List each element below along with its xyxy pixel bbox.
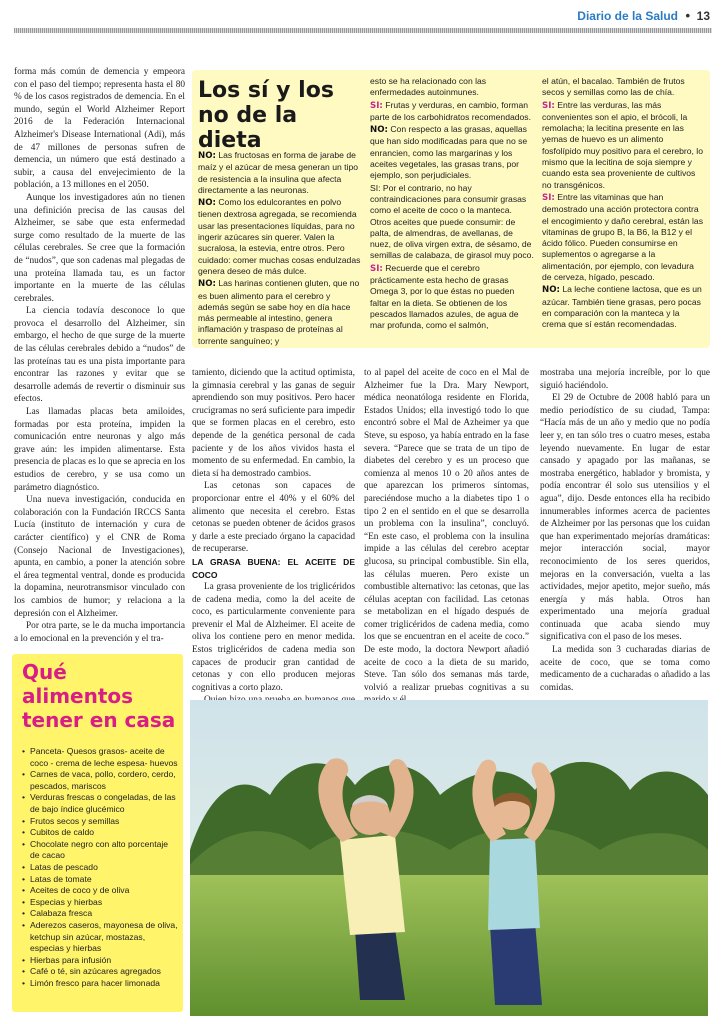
list-item: • Verduras frescas o congeladas, de las de bajo índice glucémico [22,792,180,815]
box-text: Entre las vitaminas que han demostrado una acción protectora contra el encogimiento y daño cerebral, están las vitaminas de grupo B, la B6, la B12 y el ácido fólico. Pueden consumirse en suplementos o agregarse a la alimentación, por ejemplo, con levadura de cerveza, hígado, pescado. [542,191,703,283]
list-item: • Hierbas para infusión [22,955,180,967]
box-text: esto se ha relacionado con las enfermedades autoinmunes. [370,76,487,98]
paragraph: La ciencia todavía desconoce lo que provoca el desarrollo del Alzheimer, sin embargo, el hecho de que surge de la muerte de las células cerebrales debido a “nudos” de las proteínas tau es una pista importante para encontrar las razones y evitar que se desarrolle además de revertir o disminuir sus efectos. [14,306,185,405]
diet-dos-and-donts-box [192,70,710,348]
box-title: Qué alimentos tener en casa [22,660,176,732]
paragraph: Por otra parte, se le da mucha importancia a lo emocional en la prevención y el tra- [14,621,185,644]
couple-stretching-illustration [190,700,708,1016]
si-tag: SI: [370,100,383,111]
box-text: Entre las verduras, las más convenientes son el apio, el brócoli, la remolacha; la lecitina presente en las yemas de huevo es un alimento fosfolípido muy positivo para el cerebro, lo mismo que la lecitina de soja siempre y cuando esta sea proveniente de cultivos no transgénicos. [542,99,703,190]
list-item: • Especias y hierbas [22,897,180,909]
section-subhead: LA GRASA BUENA: EL ACEITE DE COCO [192,556,355,580]
list-item: • Aderezos caseros, mayonesa de oliva, ketchup sin azúcar, mostazas, especias y hierbas [22,920,180,955]
no-tag: NO: [370,125,388,136]
paragraph: to al papel del aceite de coco en el Mal de Alzheimer fue la Dra. Mary Newport, médica neonatóloga residente en Florida, Estados Unidos; ella investigó todo lo que encontró sobre el Mal de Azheimer ya que Steve, su esposo, ya había entrado en la fase severa. “Parece que se trata de un tipo de diabetes del cerebro y es un proceso que comienza al menos 10 o 20 años antes de que aparezcan los primeros síntomas, pareciéndose mucho a la diabetes tipo 1 o tipo 2 en el sentido en el que se desarrolla un problema con la insulina”, concluyó. “En este caso, el problema con la insulina impide a las células del cerebro aceptar glucosa, su principal combustible. Sin ella, las células mueren. Pero existe un combustible alternativo: las cetonas, que las células aceptan con facilidad. Las cetonas se metabolizan en el hígado después de comer triglicéridos de cadena media, como los que se encuentran en el aceite de coco.” De este modo, la doctora Newport añadió aceite de coco a la dieta de su marido, Steve. Tan sólo dos semanas más tarde, volvió a realizar pruebas cognitivas a su [364,368,529,693]
box-column-2 [370,76,535,333]
box-text: La leche contiene lactosa, que es un azúcar. También tiene grasas, pero pocas en comparación con la manteca y la crema que sí están recomendadas. [542,284,702,330]
header-rule [14,28,712,33]
no-tag: NO: [542,285,560,296]
paragraph: Las llamadas placas beta amiloides, formadas por esta proteína, impiden la comunicación entre neuronas y algo más grave aún: les impiden alimentarse. Esta presencia de placas es lo que se aprecia en los estudios de cerebro, y se usa como un parámetro diagnóstico. [14,407,185,493]
paragraph: tamiento, diciendo que la actitud optimista, la gimnasia cerebral y las ganas de seguir aprendiendo son muy positivos. Pero hacer crucigramas no será suficiente para impedir que se formen placas en el cerebro, esto depende de la genética personal de cada paciente y de los años vividos hasta el momento de su enfermedad. En cambio, la dieta sí ha demostrado cambios. [192,368,355,479]
article-column-1 [14,66,185,645]
box-text: Como los edulcorantes en polvo tienen dextrosa agregada, se recomienda usar las presentaciones líquidas, para no ingerir azúcares sin querer. Valen la sucralosa, la estevia, entre otros. Pero cuidado: comer muchas cosas endulzadas genera deseo de más dulce. [198,197,361,276]
article-column-3 [364,367,529,707]
list-item: • Chocolate negro con alto porcentaje de cacao [22,839,180,862]
si-tag: SI: [542,192,555,203]
no-tag: NO: [198,279,216,290]
page-number: 13 [696,9,710,23]
no-tag: NO: [198,198,216,209]
si-tag: SI: [542,100,555,111]
box-column-1 [198,150,363,348]
paragraph: El 29 de Octubre de 2008 habló para un medio periodístico de su ciudad, Tampa: “Hacía más de un año y medio que no podía leer y, en tan sólo tres o cuatro meses, estaba leyendo nuevamente. En lugar de estar cansado y apagado por las mañanas, se mostraba energético, hablador y bromista, y podía encontrar él solo sus utensilios y el agua”, dijo. Desde entonces ella ha recibido innumerables informes acerca de pacientes de Alzheimer por las personas que los cuidan que han experimentado mejorías dramáticas: mejor interacción social, mayor reconocimiento de los seres queridos, mejoras en la conversación, vuelta a las actividades, mejor apetito, mejor sueño, más energía y más habla. Otros han experimentado una mejoría gradual continuada que acaba siendo muy significativa con el paso de los meses. [540,393,710,643]
box-text: Las harinas contienen gluten, que no es buen alimento para el cerebro y además según se sabe hoy en día hace más permeable al intestino, genera inflamación y traspaso de proteínas al torrente sanguíneo; y [198,278,360,346]
list-item: • Calabaza fresca [22,908,180,920]
paragraph: Aunque los investigadores aún no tienen una definición precisa de las causas del Alzheimer, se sabe que esta enfermedad surge como resultado de la muerte de las células cerebrales. Se cree que la formación de “nudos”, que son cadenas mal plegadas de una proteína llamada tau, es un factor importante en la muerte de las células cerebrales. [14,192,185,304]
paragraph: Las cetonas son capaces de proporcionar entre el 40% y el 60% del alimento que necesita el cerebro. Estas cetonas se pueden obtener de ácidos grasos y darle a este preciado órgano la capacidad de recuperarse. [192,481,355,555]
list-item: • Aceites de coco y de oliva [22,885,180,897]
paragraph: mostraba una mejoría increíble, por lo que siguió haciéndolo. [540,368,710,391]
list-item: • Latas de pescado [22,862,180,874]
list-item: • Limón fresco para hacer limonada [22,978,180,990]
food-list [22,746,180,989]
list-item: • Panceta- Quesos grasos- aceite de coco - crema de leche espesa- huevos [22,746,180,769]
list-item: • Latas de tomate [22,874,180,886]
page-header [0,0,724,38]
list-item: • Café o té, sin azúcares agregados [22,966,180,978]
box-text: Frutas y verduras, en cambio, forman parte de los carbohidratos recomendados. [370,99,531,122]
paragraph: La medida son 3 cucharadas diarias de aceite de coco, que se toma como medicamento de a cucharadas o añadido a las comidas. [540,645,710,693]
exercise-photo [190,700,708,1016]
no-tag: NO: [198,151,216,161]
box-text: Las fructosas en forma de jarabe de maíz y el azúcar de mesa generan un tipo de resistencia a la insulina que afecta directamente a las neuronas. [198,150,359,195]
article-column-2 [192,367,355,720]
paragraph: Una nueva investigación, conducida en colaboración con la Fundación IRCCS Santa Lucía (instituto de internación y cura de carácter científico) y el CNR de Roma (Consejo Nacional de Investigaciones), apunta, en cambio, a poner la atención sobre el área tegmental ventral, donde es producida la dopamina, neurotransmisor vinculado con los cambios de humor; y relaciona a la depresión con el Alzheimer. [14,495,185,619]
list-item: • Cubitos de caldo [22,827,180,839]
paragraph: forma más común de demencia y empeora con el paso del tiempo; representa hasta el 80 % de los casos registrados de demencia. En el mundo, según el World Alzheimer Report 2016 de la Federación Internacional Alzheimer's Disease International (Adi), más de 47 millones de personas sufren de demencia, un número que está destinado a subir, a causa del envejecimiento de la población, a 13 millones en el 2050. [14,67,185,191]
box-title: Los sí y los no de la dieta [198,78,334,153]
paragraph: La grasa proveniente de los triglicéridos de cadena media, como la del aceite de coco, es particularmente conveniente para prevenir el Mal de Alzheimer. El aceite de oliva los contiene pero en menor medida. Estos triglicéridos de cadena media son capaces de producir gran cantidad de cetonas y con ello producen mejoras cognitivas a corto plazo. [192,582,355,693]
box-text: SI: Por el contrario, no hay contraindicaciones para consumir grasas como el aceite de coco o la manteca. Otros aceites que puede consumir: de palta, de almendras, de avellanas, de nuez, de oliva virgen extra, de sésamo, de semillas de calabaza, de girasol muy poco. [370,182,534,261]
article-column-4 [540,367,710,694]
list-item: • Frutos secos y semillas [22,816,180,828]
box-column-3 [542,76,704,332]
box-text: Con respecto a las grasas, aquellas que han sido modificadas para que no se enrancien, como las margarinas y los aceites vegetales, las grasas trans, por ejemplo, son perjudiciales. [370,124,528,181]
si-tag: SI: [370,263,383,274]
publication-name: Diario de la Salud [577,9,678,23]
list-item: • Carnes de vaca, pollo, cordero, cerdo, pescados, mariscos [22,769,180,792]
header-separator: • [685,8,690,23]
box-text: Recuerde que el cerebro prácticamente esta hecho de grasas Omega 3, por lo que éstas no pueden faltar en la dieta. Se obtienen de los pescados llamados azules, de agua de mar profunda, como el salmón, [370,262,519,331]
box-text: el atún, el bacalao. También de frutos secos y semillas como las de chía. [542,76,685,98]
foods-at-home-box [12,654,183,1012]
